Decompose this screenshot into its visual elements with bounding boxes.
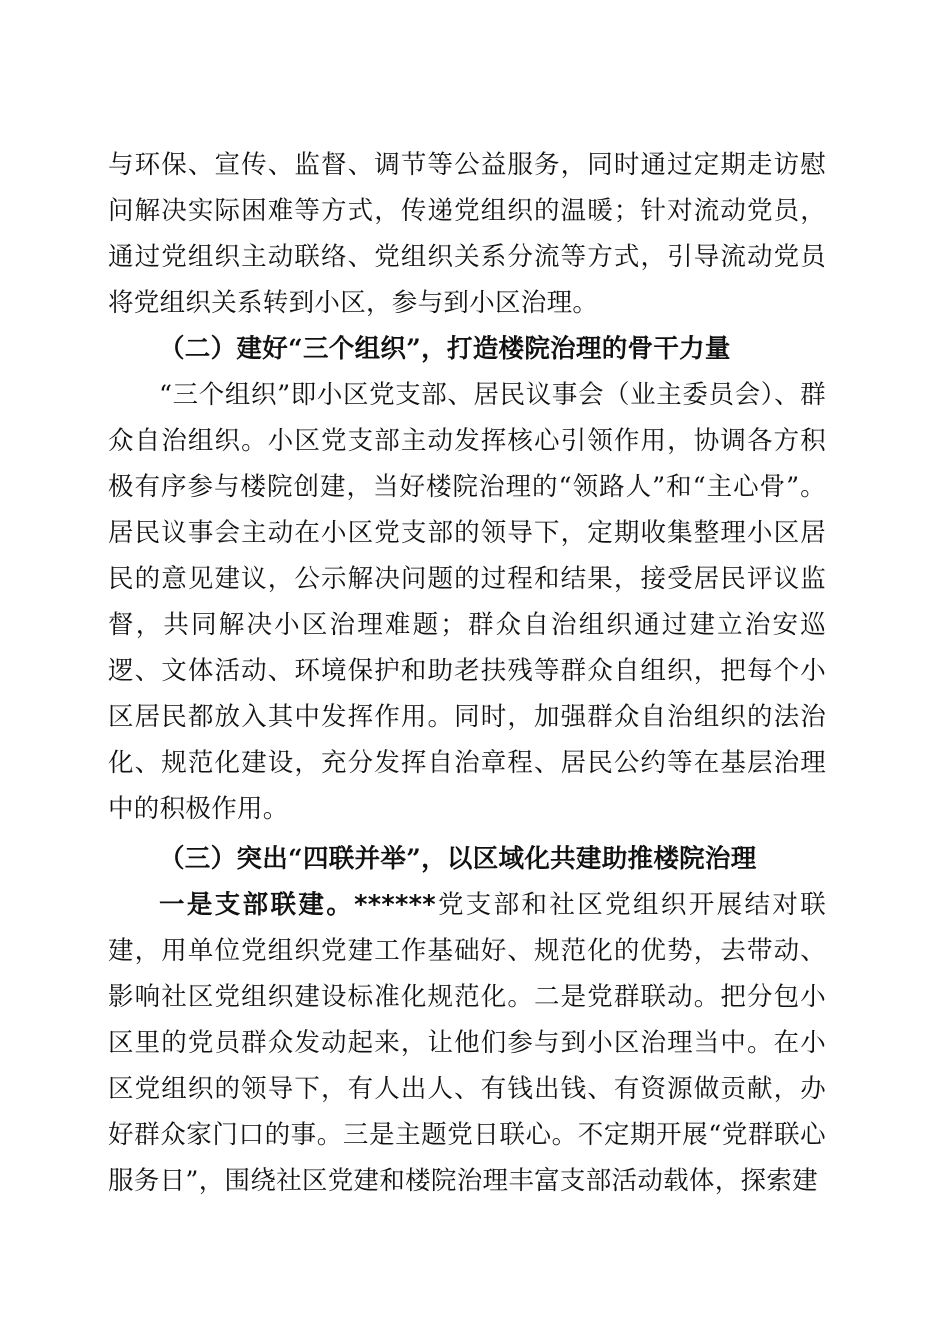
paragraph-body: 党支部和社区党组织开展结对联建，用单位党组织党建工作基础好、规范化的优势，去带动、影响社区党组织建设标准化规范化。二是党群联动。把分包小区里的党员群众发动起来，让他们参与到小区治理当中。在小区党组织的领导下，有人出人、有钱出钱、有资源做贡献，办好群众家门口的事。三是主题党日联心。不定期开展“党群联心服务日”，围绕社区党建和楼院治理丰富支部活动载体，探索建 (108, 890, 826, 1196)
section-heading-3: （三）突出“四联并举”，以区域化共建助推楼院治理 (159, 844, 757, 874)
lead-phrase: 一是支部联建。 (159, 890, 355, 920)
paragraph-continuation: 与环保、宣传、监督、调节等公益服务，同时通过定期走访慰问解决实际困难等方式，传递党组织的温暖；针对流动党员，通过党组织主动联络、党组织关系分流等方式，引导流动党员将党组织关系转到小区，参与到小区治理。 (108, 150, 826, 318)
document-page (108, 142, 826, 1204)
paragraph-three-organizations: “三个组织”即小区党支部、居民议事会（业主委员会）、群众自治组织。小区党支部主动发挥核心引领作用，协调各方积极有序参与楼院创建，当好楼院治理的“领路人”和“主心骨”。居民议事会主动在小区党支部的领导下，定期收集整理小区居民的意见建议，公示解决问题的过程和结果，接受居民评议监督，共同解决小区治理难题；群众自治组织通过建立治安巡逻、文体活动、环境保护和助老扶残等群众自组织，把每个小区居民都放入其中发挥作用。同时，加强群众自治组织的法治化、规范化建设，充分发挥自治章程、居民公约等在基层治理中的积极作用。 (108, 380, 826, 824)
paragraph-four-links (108, 882, 826, 1204)
section-heading-2: （二）建好“三个组织”，打造楼院治理的骨干力量 (159, 334, 731, 364)
redacted-name: ****** (354, 890, 436, 920)
